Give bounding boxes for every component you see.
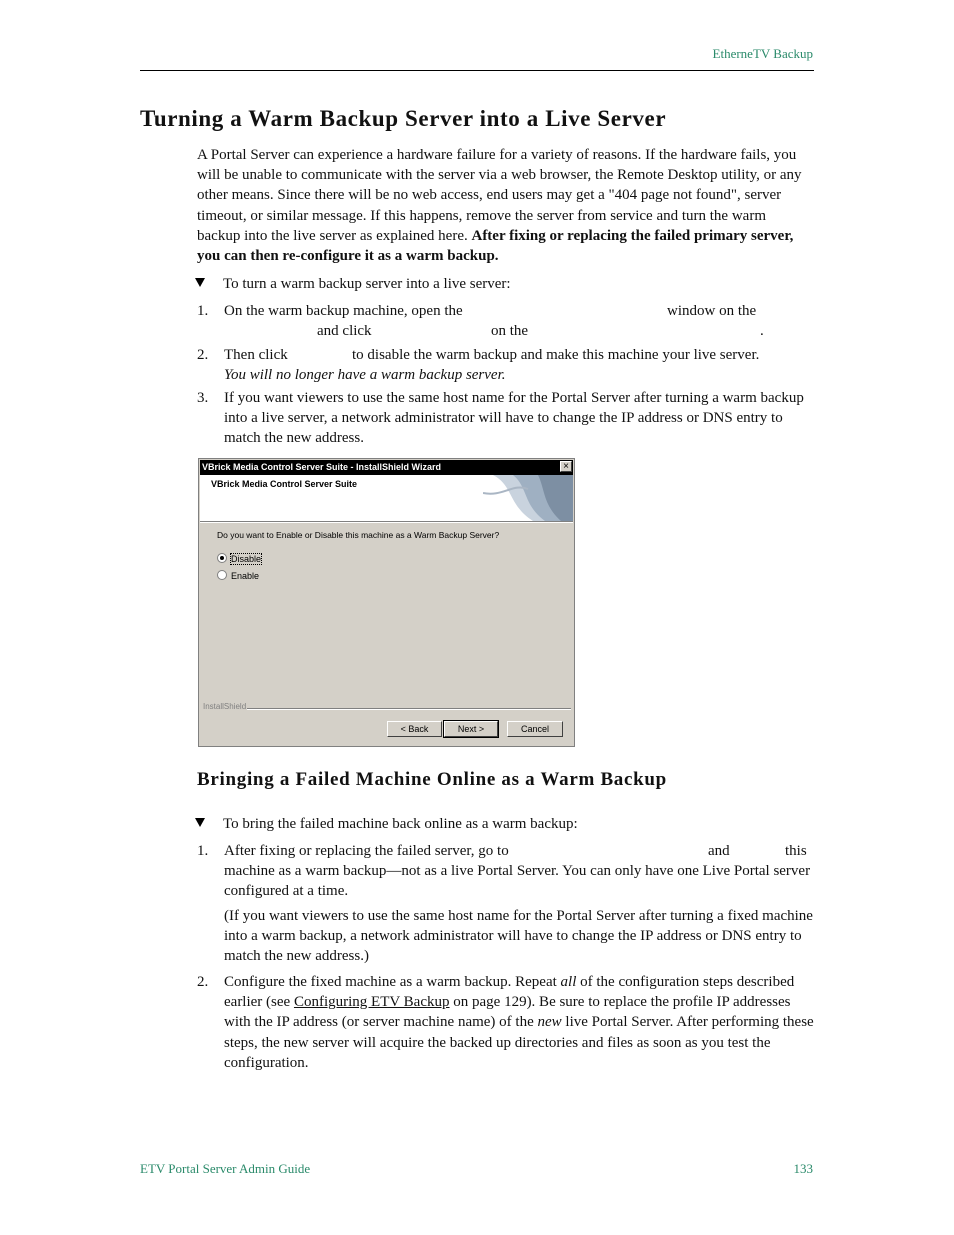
p2-step2-t3: on page 129). Be sure to replace the profile IP addresses with the IP address (or server machine name) of the (224, 994, 791, 1031)
p2-step2-t2: of the configuration steps described earlier (see (224, 974, 795, 1011)
step-number: 1. (197, 303, 209, 319)
step2-text-a: Then click (224, 347, 288, 363)
p2-step1-text-c: this (785, 843, 807, 859)
radio-disable[interactable] (217, 553, 261, 564)
step1-text-c: and click (317, 323, 372, 339)
step2-italic-note: You will no longer have a warm backup server. (224, 367, 506, 383)
radio-enable-label: Enable (231, 571, 260, 581)
triangle-bullet-icon (195, 818, 205, 827)
cancel-button[interactable]: Cancel (507, 721, 563, 737)
dialog-app-name: VBrick Media Control Server Suite (211, 479, 358, 489)
step-number: 3. (197, 390, 209, 406)
dialog-question: Do you want to Enable or Disable this machine as a Warm Backup Server? (217, 530, 500, 540)
dialog-title: VBrick Media Control Server Suite - InstallShield Wizard (202, 462, 441, 472)
step2-text-b: to disable the warm backup and make this machine your live server. (352, 347, 760, 363)
dialog-title-bar (200, 460, 573, 475)
installshield-brand: InstallShield (203, 702, 247, 711)
subsection-title: Bringing a Failed Machine Online as a Warm Backup (197, 769, 667, 790)
step-number: 1. (197, 843, 209, 859)
footer-guide-title: ETV Portal Server Admin Guide (140, 1161, 311, 1176)
intro-paragraph (197, 145, 813, 266)
radio-unselected-icon[interactable] (217, 570, 227, 580)
step1-text-b: window on the (667, 303, 757, 319)
installshield-dialog (198, 458, 575, 747)
dialog-bottom-separator (247, 708, 571, 710)
radio-selected-icon[interactable] (217, 553, 227, 563)
p2-step2-all: all (560, 974, 577, 990)
next-button[interactable]: Next > (444, 721, 498, 737)
section-title: Turning a Warm Backup Server into a Live Server (140, 106, 667, 131)
p2-step1-rest: machine as a warm backup—not as a live Portal Server. You can only have one Live Portal server configured at a time. (224, 863, 811, 900)
p2-step1-text-b: and (708, 843, 730, 859)
p2-step1-text-a: After fixing or replacing the failed server, go to (224, 843, 509, 859)
close-icon[interactable]: × (560, 461, 572, 472)
procedure-heading (195, 814, 578, 834)
p2-step1-note: (If you want viewers to use the same host name for the Portal Server after turning a fixed machine into a warm backup, a network administrator will have to change the IP address or DNS entry to match the new address.) (224, 908, 813, 965)
back-button[interactable]: < Back (387, 721, 442, 737)
configuring-etv-backup-link[interactable]: Configuring ETV Backup (293, 994, 450, 1011)
intro-bold-text: After fixing or replacing the failed primary server, you can then re-configure it as a warm backup. (197, 227, 794, 265)
step1-text-a: On the warm backup machine, open the (224, 303, 463, 319)
p2-step2-t4: live Portal Server. After performing these steps, the new server will acquire the backed up directories and files as soon as you test the configuration. (224, 1014, 814, 1071)
procedure2-heading-text: To bring the failed machine back online as a warm backup: (223, 816, 578, 832)
step3-text: If you want viewers to use the same host name for the Portal Server after turning a warm backup into a live server, a network administrator will have to change the IP address or DNS entry to match the new address. (224, 390, 804, 447)
dialog-separator (200, 521, 573, 523)
procedure-heading (195, 274, 511, 294)
step-number: 2. (197, 974, 209, 990)
banner-swirl-icon (483, 475, 573, 521)
step-number: 2. (197, 347, 209, 363)
p2-step2-text (224, 972, 814, 1073)
header-rule (140, 70, 814, 71)
radio-disable-label: Disable (231, 554, 262, 564)
p2-step2-t1: Configure the fixed machine as a warm backup. Repeat (224, 974, 561, 990)
step1-text-d: on the (491, 323, 529, 339)
triangle-bullet-icon (195, 278, 205, 287)
p2-step2-new: new (537, 1014, 562, 1031)
radio-enable[interactable] (217, 570, 259, 581)
step1-text-e: . (760, 323, 764, 339)
running-header: EtherneTV Backup (712, 46, 813, 61)
procedure-heading-text: To turn a warm backup server into a live server: (223, 276, 511, 292)
intro-text: A Portal Server can experience a hardware failure for a variety of reasons. If the hardware fails, you will be unable to communicate with the server via a web browser, the Remote Desktop utility, or any other means. Since there will be no web access, end users may get a "404 page not found", server timeout, or similar message. If this happens, remove the server from service and turn the warm backup into the live server as explained here. (197, 147, 802, 244)
page-number: 133 (793, 1161, 813, 1176)
